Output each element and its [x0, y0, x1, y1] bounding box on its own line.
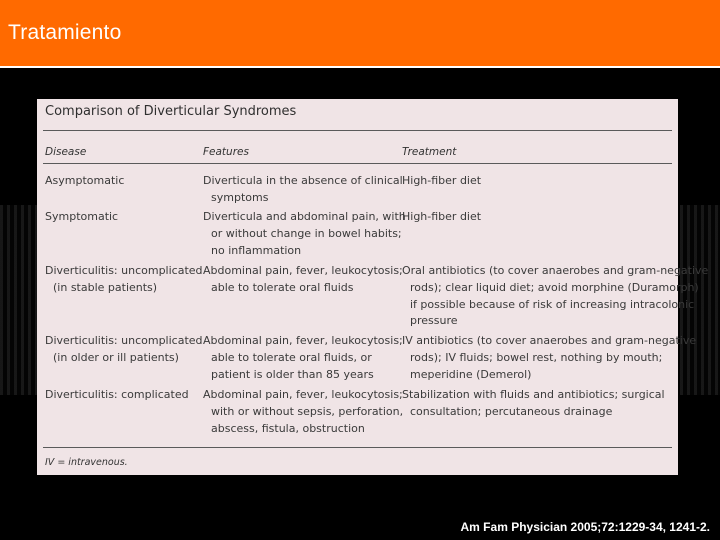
slide-title: Tratamiento — [8, 21, 122, 44]
features-cell — [203, 387, 403, 437]
cell-line: Oral antibiotics (to cover anaerobes and gram-negative — [402, 264, 709, 277]
header-rule — [43, 163, 672, 164]
title-rule — [43, 130, 672, 131]
cell-line: consultation; percutaneous drainage — [410, 404, 613, 418]
cell-line: rods); clear liquid diet; avoid morphine (Duramorph) — [410, 280, 699, 294]
disease-cell — [45, 263, 203, 297]
cell-line: Abdominal pain, fever, leukocytosis; — [203, 264, 403, 277]
cell-line: Stabilization with fluids and antibiotics; surgical — [402, 388, 665, 401]
treatment-cell — [402, 387, 665, 421]
features-cell — [203, 333, 403, 383]
cell-line: (in older or ill patients) — [53, 350, 179, 364]
decorative-stripes-left — [0, 205, 40, 395]
cell-line: patient is older than 85 years — [211, 367, 374, 381]
cell-line: Abdominal pain, fever, leukocytosis; — [203, 388, 403, 401]
treatment-cell — [402, 263, 708, 330]
column-header-treatment: Treatment — [402, 146, 457, 158]
citation: Am Fam Physician 2005;72:1229-34, 1241-2. — [460, 520, 710, 534]
cell-line: Asymptomatic — [45, 174, 125, 187]
comparison-table — [37, 99, 709, 475]
cell-line: Diverticulitis: uncomplicated — [45, 334, 203, 347]
table-footnote: IV = intravenous. — [45, 457, 128, 468]
cell-line: symptoms — [211, 190, 269, 204]
cell-line: Abdominal pain, fever, leukocytosis; — [203, 334, 403, 347]
slide-header — [0, 0, 720, 68]
disease-cell — [45, 387, 189, 404]
features-cell — [203, 173, 403, 207]
cell-line: with or without sepsis, perforation, — [211, 404, 404, 418]
treatment-cell — [402, 173, 481, 190]
disease-cell — [45, 333, 203, 367]
cell-line: Diverticula and abdominal pain, with — [203, 210, 406, 223]
table-title: Comparison of Diverticular Syndromes — [45, 104, 297, 119]
cell-line: (in stable patients) — [53, 280, 158, 294]
cell-line: or without change in bowel habits; — [211, 226, 402, 240]
cell-line: High-fiber diet — [402, 210, 482, 223]
cell-line: Diverticulitis: uncomplicated — [45, 264, 203, 277]
cell-line: Diverticulitis: complicated — [45, 388, 189, 401]
cell-line: able to tolerate oral fluids, or — [211, 350, 372, 364]
disease-cell — [45, 209, 118, 226]
disease-cell — [45, 173, 124, 190]
cell-line: IV antibiotics (to cover anaerobes and gram-negative — [402, 334, 697, 347]
cell-line: High-fiber diet — [402, 174, 482, 187]
cell-line: if possible because of risk of increasing intracolonic — [410, 297, 695, 311]
features-cell — [203, 209, 406, 259]
cell-line: no inflammation — [211, 243, 302, 257]
cell-line: Diverticula in the absence of clinical — [203, 174, 403, 187]
column-header-features: Features — [203, 146, 249, 158]
treatment-cell — [402, 333, 696, 383]
cell-line: abscess, fistula, obstruction — [211, 421, 365, 435]
treatment-cell — [402, 209, 481, 226]
cell-line: meperidine (Demerol) — [410, 367, 532, 381]
cell-line: rods); IV fluids; bowel rest, nothing by mouth; — [410, 350, 663, 364]
cell-line: Symptomatic — [45, 210, 119, 223]
footer-rule — [43, 447, 672, 448]
cell-line: able to tolerate oral fluids — [211, 280, 354, 294]
column-header-disease: Disease — [45, 146, 87, 158]
features-cell — [203, 263, 403, 297]
cell-line: pressure — [410, 314, 458, 328]
